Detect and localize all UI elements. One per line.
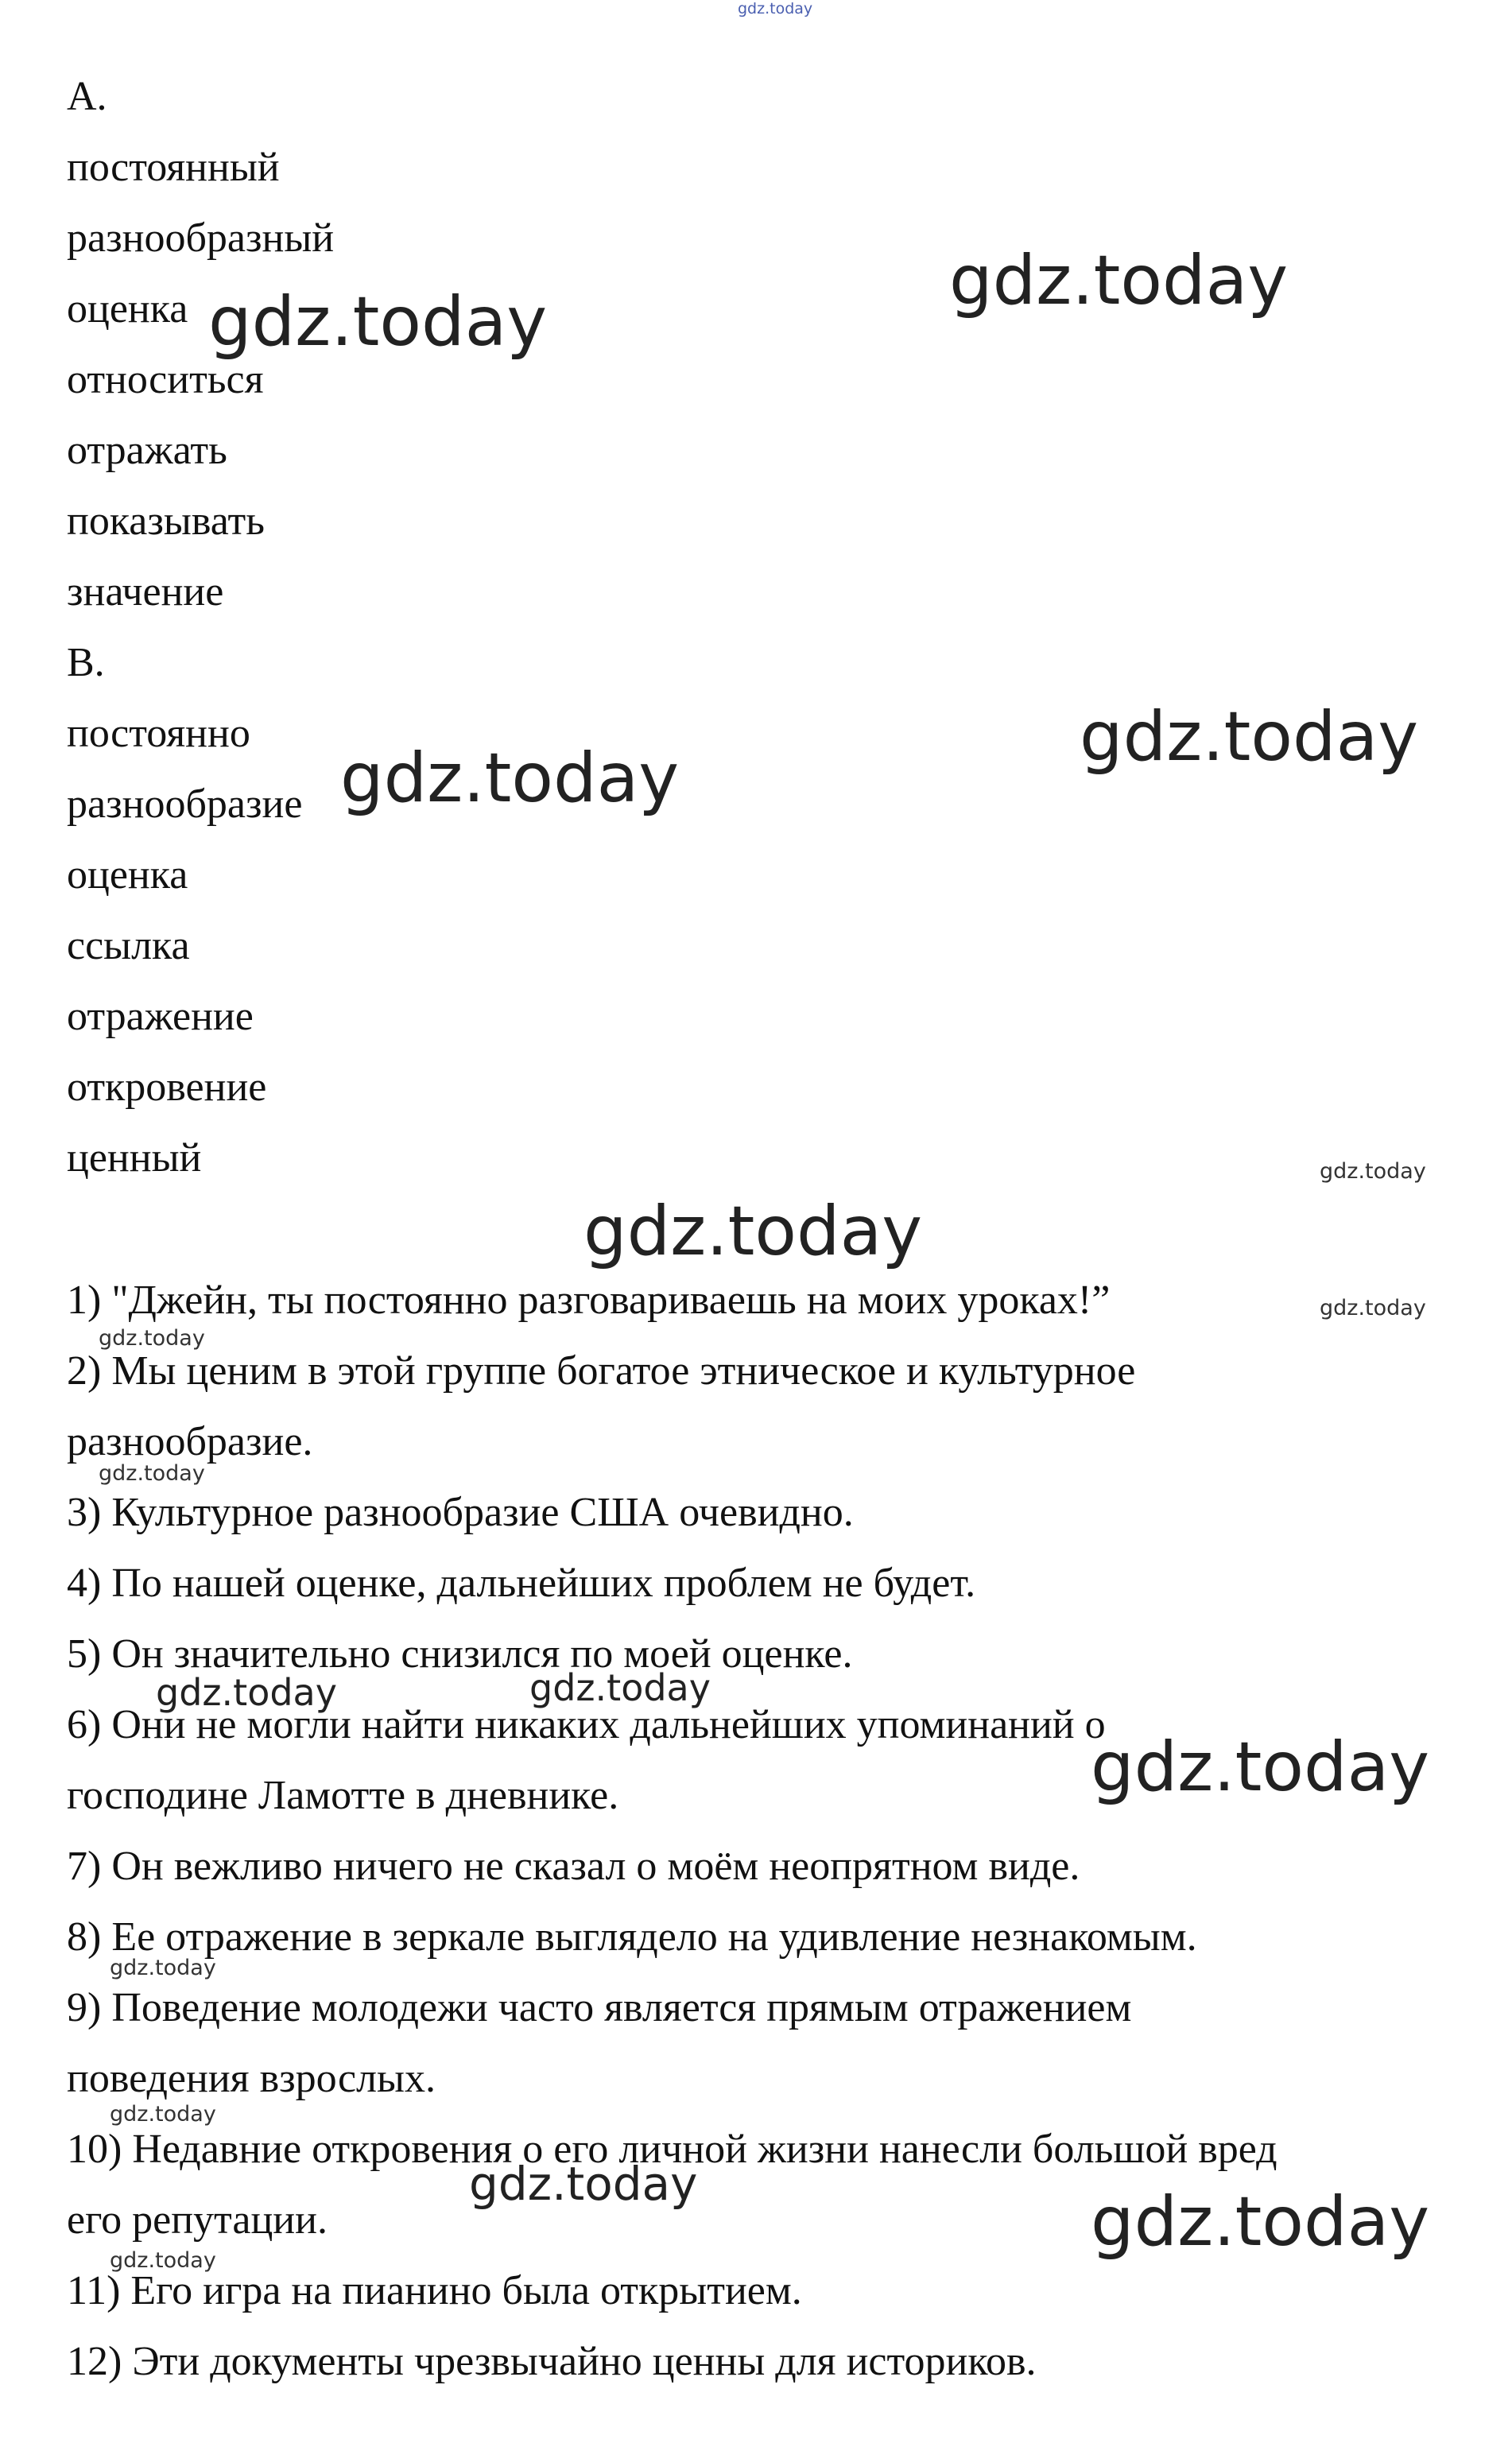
section-b-word: оценка — [67, 852, 188, 898]
sentence-line: поведения взрослых. — [67, 2056, 436, 2101]
section-b-word: постоянно — [67, 711, 250, 756]
section-b-word: ссылка — [67, 923, 190, 968]
section-a-word: относиться — [67, 357, 264, 402]
watermark: gdz.today — [1091, 1727, 1430, 1807]
watermark-top: gdz.today — [738, 0, 813, 17]
sentence-line: 6) Они не могли найти никаких дальнейших упоминаний о — [67, 1702, 1106, 1747]
sentence-line: 5) Он значительно снизился по моей оценке. — [67, 1631, 853, 1677]
sentence-line: господине Ламотте в дневнике. — [67, 1773, 619, 1818]
watermark: gdz.today — [469, 2157, 698, 2211]
watermark-small: gdz.today — [1320, 1296, 1426, 1320]
section-b-word: откровение — [67, 1064, 267, 1110]
watermark-small: gdz.today — [99, 1326, 205, 1351]
watermark: gdz.today — [529, 1666, 711, 1709]
section-b-heading: B. — [67, 640, 105, 685]
section-a-word: отражать — [67, 428, 227, 473]
sentence-line: 10) Недавние откровения о его личной жизни нанесли большой вред — [67, 2127, 1277, 2172]
section-a-heading: A. — [67, 74, 107, 119]
sentence-line: 7) Он вежливо ничего не сказал о моём неопрятном виде. — [67, 1844, 1080, 1889]
watermark: gdz.today — [208, 282, 548, 362]
watermark: gdz.today — [1091, 2182, 1430, 2262]
section-b-word: ценный — [67, 1135, 202, 1181]
sentence-line: разнообразие. — [67, 1419, 313, 1464]
watermark-small: gdz.today — [99, 1461, 205, 1486]
sentence-line: его репутации. — [67, 2197, 328, 2243]
section-a-word: разнообразный — [67, 215, 335, 261]
watermark-small: gdz.today — [110, 2102, 216, 2127]
sentence-line: 3) Культурное разнообразие США очевидно. — [67, 1490, 854, 1535]
section-a-word: постоянный — [67, 145, 280, 190]
section-b-word: отражение — [67, 994, 254, 1039]
section-b-word: разнообразие — [67, 781, 303, 827]
watermark-small: gdz.today — [1320, 1159, 1426, 1184]
section-a-word: показывать — [67, 498, 265, 544]
sentence-line: 1) "Джейн, ты постоянно разговариваешь на моих уроках!” — [67, 1278, 1111, 1323]
watermark-small: gdz.today — [110, 2248, 216, 2273]
sentence-line: 8) Ее отражение в зеркале выглядело на удивление незнакомым. — [67, 1914, 1197, 1960]
watermark: gdz.today — [340, 739, 680, 818]
section-a-word: значение — [67, 569, 224, 615]
sentence-line: 9) Поведение молодежи часто является прямым отражением — [67, 1985, 1132, 2030]
watermark: gdz.today — [949, 241, 1289, 320]
sentence-line: 2) Мы ценим в этой группе богатое этническое и культурное — [67, 1348, 1136, 1394]
section-a-word: оценка — [67, 286, 188, 332]
sentence-line: 4) По нашей оценке, дальнейших проблем не будет. — [67, 1561, 976, 1606]
watermark: gdz.today — [583, 1192, 923, 1271]
watermark-small: gdz.today — [110, 1956, 216, 1980]
sentence-line: 12) Эти документы чрезвычайно ценны для историков. — [67, 2339, 1037, 2384]
watermark: gdz.today — [156, 1671, 337, 1714]
sentence-line: 11) Его игра на пианино была открытием. — [67, 2268, 802, 2313]
watermark: gdz.today — [1080, 697, 1419, 777]
